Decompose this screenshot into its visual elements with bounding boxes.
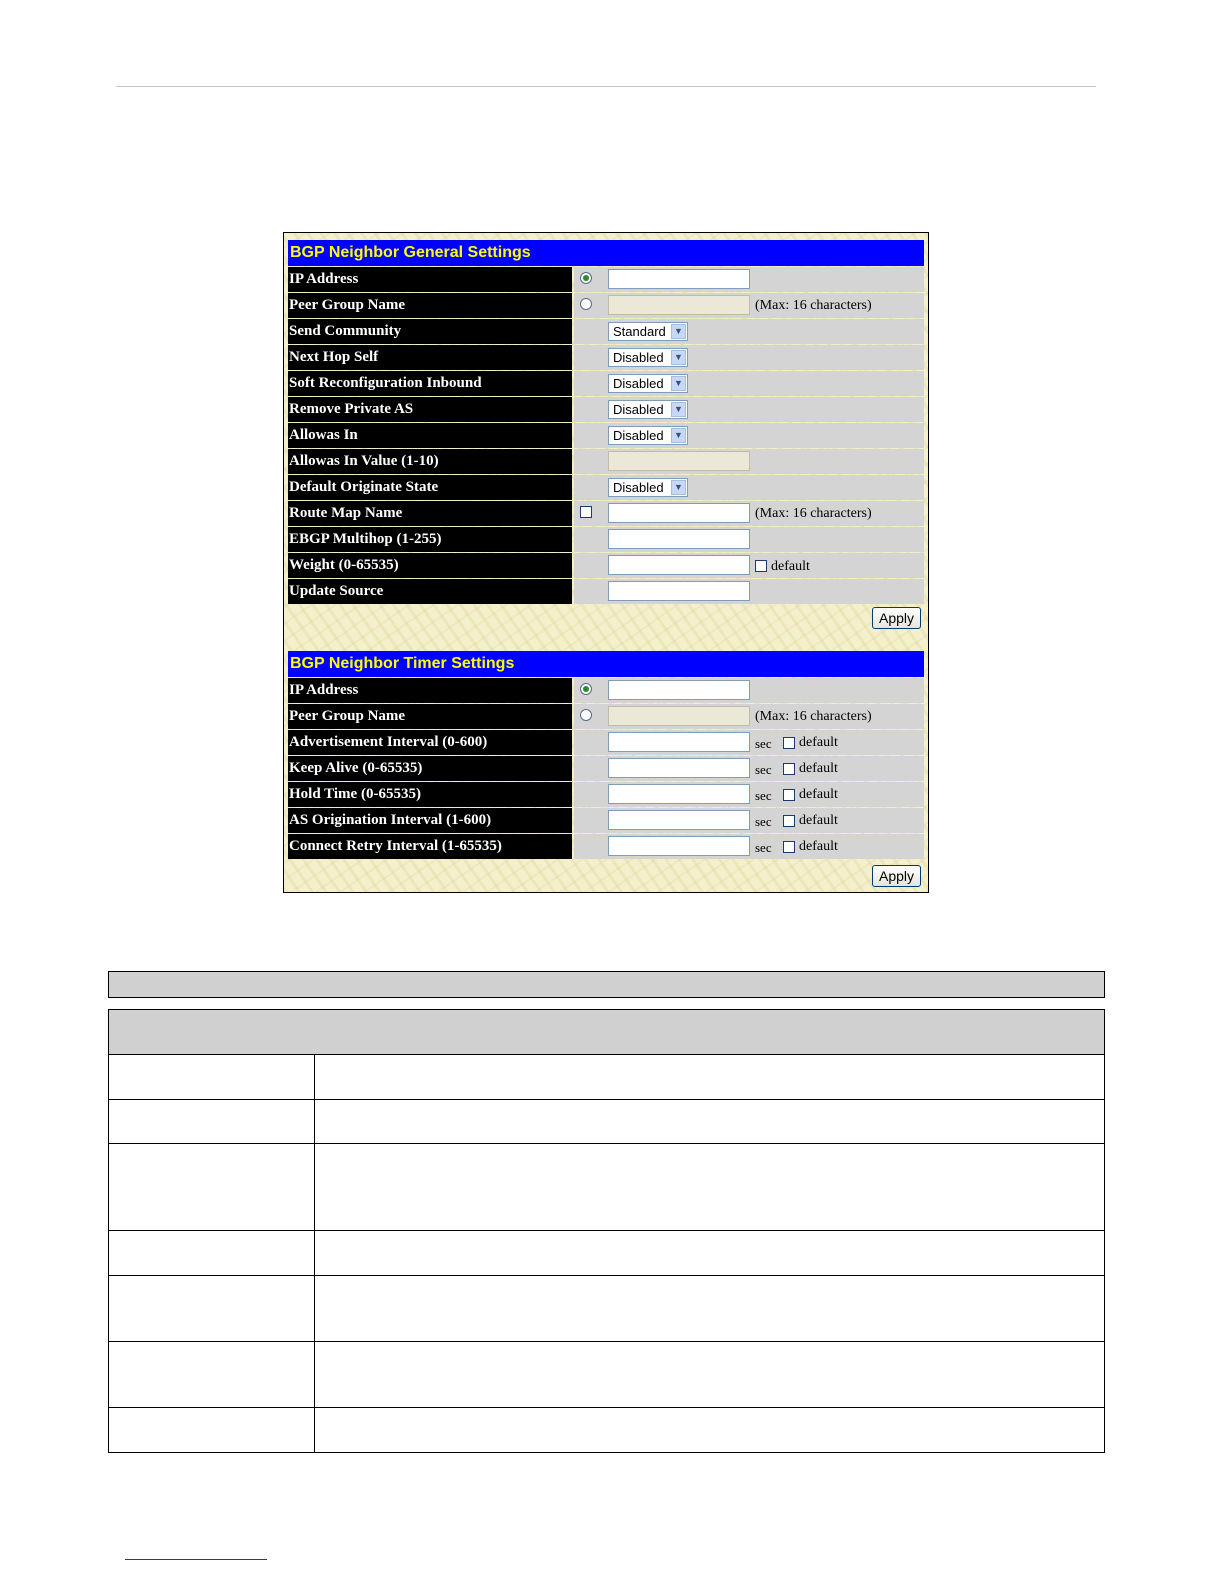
ip-address-input[interactable] [608, 269, 750, 289]
table-row [108, 1408, 1105, 1453]
label-default-originate: Default Originate State [288, 475, 572, 500]
label-hold-time: Hold Time (0-65535) [288, 782, 572, 807]
as-origination-default-checkbox[interactable] [783, 815, 795, 827]
next-hop-self-select[interactable]: Disabled ▼ [608, 348, 688, 367]
row-ebgp-multihop [288, 527, 924, 553]
soft-reconfiguration-select[interactable]: Disabled ▼ [608, 374, 688, 393]
label-timer-peer-group: Peer Group Name [288, 704, 572, 729]
advertisement-default-label: default [799, 735, 838, 750]
allowas-in-value-input[interactable] [608, 451, 750, 471]
connect-retry-default-checkbox[interactable] [783, 841, 795, 853]
keep-alive-input[interactable] [608, 758, 750, 778]
timer-ip-address-input[interactable] [608, 680, 750, 700]
advertisement-interval-unit: sec [755, 736, 772, 751]
route-map-max-note: (Max: 16 characters) [755, 506, 872, 521]
description-table-header [108, 1009, 1105, 1055]
chevron-down-icon: ▼ [671, 350, 686, 365]
timer-peer-group-max-note: (Max: 16 characters) [755, 709, 872, 724]
row-weight [288, 553, 924, 579]
table-row [108, 1055, 1105, 1100]
row-peer-group-name [288, 293, 924, 319]
as-origination-unit: sec [755, 814, 772, 829]
remove-private-as-select[interactable]: Disabled ▼ [608, 400, 688, 419]
label-next-hop-self: Next Hop Self [288, 345, 572, 370]
general-settings-grid [288, 267, 924, 605]
row-remove-private-as [288, 397, 924, 423]
as-origination-input[interactable] [608, 810, 750, 830]
row-soft-reconfiguration [288, 371, 924, 397]
table-row [108, 1276, 1105, 1342]
table-row [108, 1231, 1105, 1276]
hold-time-default-checkbox[interactable] [783, 789, 795, 801]
peer-group-name-input[interactable] [608, 295, 750, 315]
top-rule [116, 86, 1096, 87]
advertisement-default-checkbox[interactable] [783, 737, 795, 749]
row-advertisement-interval [288, 730, 924, 756]
label-connect-retry: Connect Retry Interval (1-65535) [288, 834, 572, 859]
chevron-down-icon: ▼ [671, 428, 686, 443]
row-timer-peer-group [288, 704, 924, 730]
label-allowas-in: Allowas In [288, 423, 572, 448]
hold-time-input[interactable] [608, 784, 750, 804]
row-update-source [288, 579, 924, 605]
row-keep-alive [288, 756, 924, 782]
default-originate-select[interactable]: Disabled ▼ [608, 478, 688, 497]
row-allowas-in [288, 423, 924, 449]
label-allowas-in-value: Allowas In Value (1-10) [288, 449, 572, 474]
label-remove-private-as: Remove Private AS [288, 397, 572, 422]
as-origination-default-label: default [799, 813, 838, 828]
label-timer-ip-address: IP Address [288, 678, 572, 703]
peer-group-radio[interactable] [580, 298, 592, 310]
label-keep-alive: Keep Alive (0-65535) [288, 756, 572, 781]
footer-link-underline[interactable] [125, 1559, 267, 1560]
timer-apply-button[interactable]: Apply [872, 865, 921, 887]
description-table-title-bar [108, 971, 1105, 998]
row-send-community [288, 319, 924, 345]
row-default-originate [288, 475, 924, 501]
row-timer-ip-address [288, 678, 924, 704]
timer-peer-group-input[interactable] [608, 706, 750, 726]
label-ip-address: IP Address [288, 267, 572, 292]
label-route-map-name: Route Map Name [288, 501, 572, 526]
route-map-name-input[interactable] [608, 503, 750, 523]
label-ebgp-multihop: EBGP Multihop (1-255) [288, 527, 572, 552]
weight-default-label: default [771, 559, 810, 574]
timer-ip-address-radio[interactable] [580, 683, 592, 695]
chevron-down-icon: ▼ [671, 402, 686, 417]
connect-retry-input[interactable] [608, 836, 750, 856]
update-source-input[interactable] [608, 581, 750, 601]
table-row [108, 1144, 1105, 1231]
hold-time-default-label: default [799, 787, 838, 802]
timer-settings-grid [288, 678, 924, 860]
row-ip-address [288, 267, 924, 293]
label-soft-reconfiguration: Soft Reconfiguration Inbound [288, 371, 572, 396]
row-route-map-name [288, 501, 924, 527]
allowas-in-select[interactable]: Disabled ▼ [608, 426, 688, 445]
send-community-select[interactable]: Standard ▼ [608, 322, 688, 341]
keep-alive-default-label: default [799, 761, 838, 776]
label-peer-group-name: Peer Group Name [288, 293, 572, 318]
table-row [108, 1100, 1105, 1144]
chevron-down-icon: ▼ [671, 480, 686, 495]
row-allowas-in-value [288, 449, 924, 475]
peer-group-max-note: (Max: 16 characters) [755, 298, 872, 313]
keep-alive-default-checkbox[interactable] [783, 763, 795, 775]
timer-peer-group-radio[interactable] [580, 709, 592, 721]
hold-time-unit: sec [755, 788, 772, 803]
general-apply-button[interactable]: Apply [872, 607, 921, 629]
ebgp-multihop-input[interactable] [608, 529, 750, 549]
connect-retry-unit: sec [755, 840, 772, 855]
route-map-checkbox[interactable] [580, 506, 592, 518]
label-advertisement-interval: Advertisement Interval (0-600) [288, 730, 572, 755]
advertisement-interval-input[interactable] [608, 732, 750, 752]
row-as-origination [288, 808, 924, 834]
keep-alive-unit: sec [755, 762, 772, 777]
row-next-hop-self [288, 345, 924, 371]
general-settings-header: BGP Neighbor General Settings [288, 240, 924, 266]
connect-retry-default-label: default [799, 839, 838, 854]
label-weight: Weight (0-65535) [288, 553, 572, 578]
ip-address-radio[interactable] [580, 272, 592, 284]
label-update-source: Update Source [288, 579, 572, 604]
chevron-down-icon: ▼ [671, 376, 686, 391]
weight-default-checkbox[interactable] [755, 560, 767, 572]
label-send-community: Send Community [288, 319, 572, 344]
timer-settings-header: BGP Neighbor Timer Settings [288, 651, 924, 677]
row-connect-retry [288, 834, 924, 860]
row-hold-time [288, 782, 924, 808]
table-row [108, 1342, 1105, 1408]
chevron-down-icon: ▼ [671, 324, 686, 339]
label-as-origination: AS Origination Interval (1-600) [288, 808, 572, 833]
weight-input[interactable] [608, 555, 750, 575]
